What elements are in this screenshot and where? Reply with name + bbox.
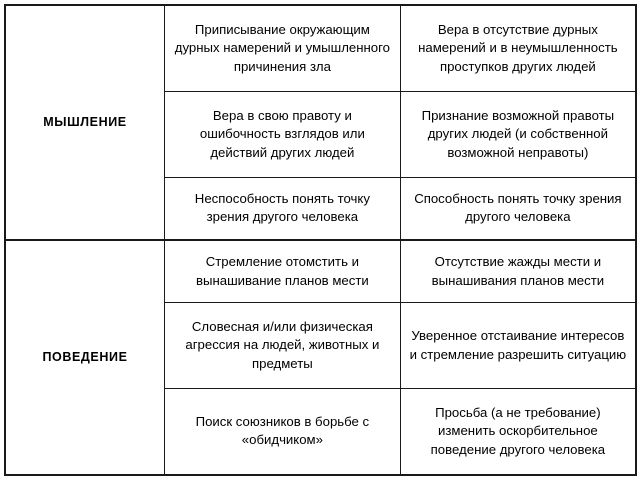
table-row [5,240,636,303]
cell-behaviour-1-right: Отсутствие жажды мести и вынашивания планов мести [400,240,636,303]
row-group-label-thinking: МЫШЛЕНИЕ [5,5,165,240]
cell-behaviour-3-left: Поиск союзников в борьбе с «обидчиком» [165,388,401,475]
cell-behaviour-2-right: Уверенное отстаивание интересов и стремление разрешить ситуацию [400,303,636,389]
cell-behaviour-2-left: Словесная и/или физическая агрессия на людей, животных и предметы [165,303,401,389]
cell-thinking-1-left: Приписывание окружающим дурных намерений и умышленного причинения зла [165,5,401,91]
cell-thinking-2-left: Вера в свою правоту и ошибочность взглядов или действий других людей [165,91,401,177]
comparison-table [4,4,637,476]
cell-thinking-2-right: Признание возможной правоты других людей (и собственной возможной неправоты) [400,91,636,177]
cell-behaviour-3-right: Просьба (а не требование) изменить оскорбительное поведение другого человека [400,388,636,475]
row-group-label-behaviour: ПОВЕДЕНИЕ [5,240,165,475]
cell-thinking-3-right: Способность понять точку зрения другого человека [400,177,636,240]
cell-thinking-1-right: Вера в отсутствие дурных намерений и в неумышленность проступков других людей [400,5,636,91]
cell-thinking-3-left: Неспособность понять точку зрения другого человека [165,177,401,240]
cell-behaviour-1-left: Стремление отомстить и вынашивание планов мести [165,240,401,303]
table-row [5,5,636,91]
